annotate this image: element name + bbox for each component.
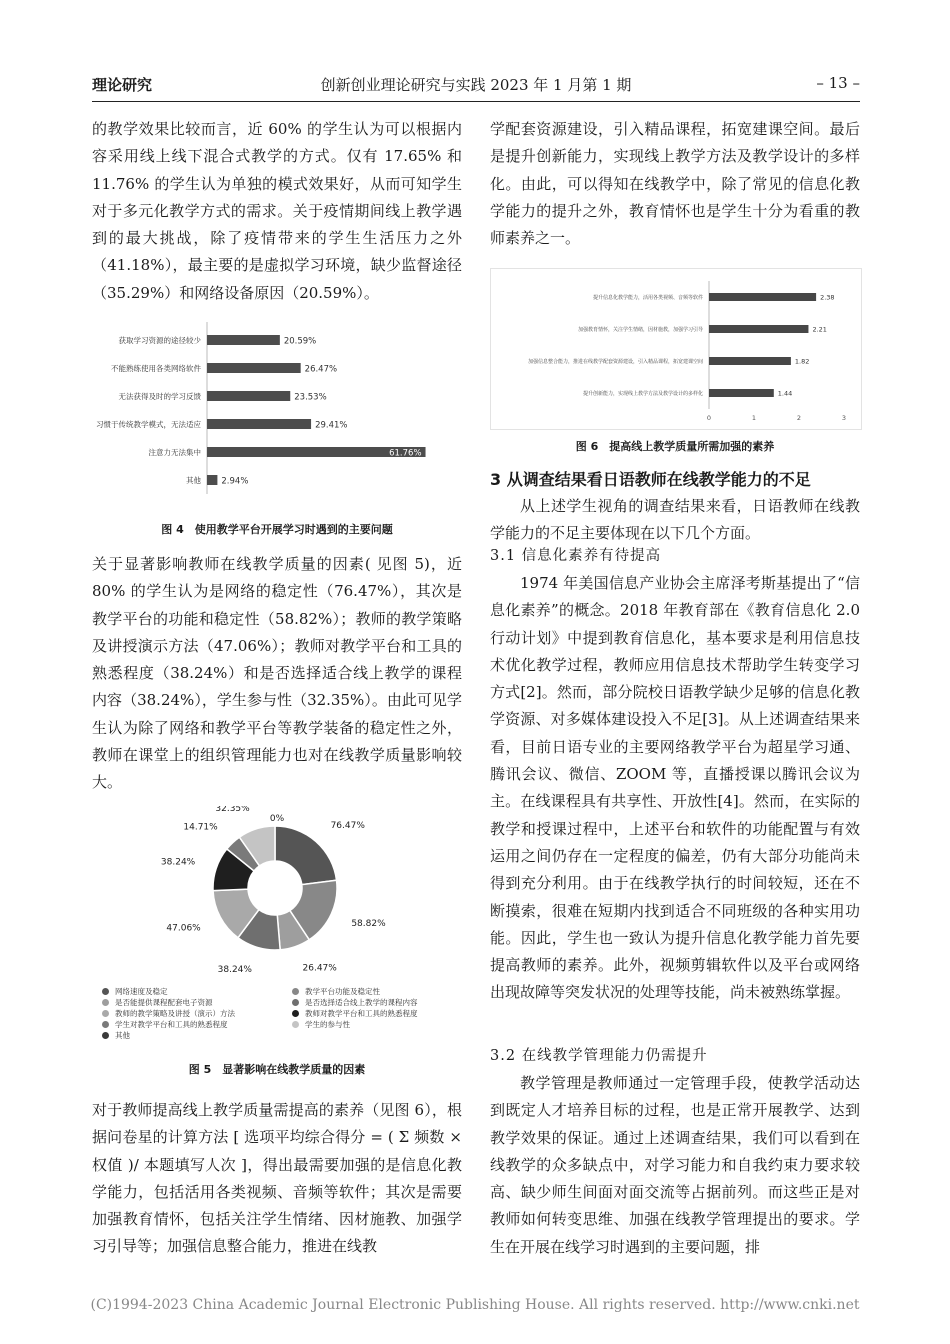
copyright-footer: (C)1994-2023 China Academic Journal Electronic Publishing House. All rights reserved. http://www.cnki.net — [90, 1297, 860, 1313]
fig5-slice-label: 38.24% — [160, 857, 196, 868]
fig5-legend-item — [102, 1019, 228, 1030]
fig4-category-label: 无法获得及时的学习反馈 — [118, 392, 201, 401]
legend-label: 学生对教学平台和工具的熟悉程度 — [115, 1020, 228, 1029]
fig5-slice-label: 58.82% — [351, 919, 386, 930]
figure-6 — [490, 268, 862, 430]
journal-title: 创新创业理论研究与实践 2023 年 1 月第 1 期 — [320, 76, 632, 94]
fig5-legend — [102, 986, 462, 1056]
fig6-category-label: 加强教育情怀，关注学生情绪，因材施教，加强学习引导 — [577, 327, 703, 333]
fig5-slice-label: 47.06% — [166, 923, 201, 934]
fig6-bar — [709, 325, 808, 333]
fig6-bar — [709, 293, 816, 301]
fig6-value-label: 1.44 — [777, 389, 793, 398]
fig4-category-label: 不能熟练使用各类网络软件 — [111, 364, 201, 373]
legend-label: 网络速度及稳定 — [115, 987, 168, 996]
fig4-value-label: 61.76% — [389, 448, 422, 459]
legend-swatch — [292, 988, 299, 995]
section-label: 理论研究 — [92, 76, 153, 94]
subsection-3-1-heading: 3.1 信息化素养有待提高 — [490, 548, 662, 564]
fig6-tick-label: 2 — [796, 414, 802, 422]
header-rule — [92, 101, 860, 102]
fig5-slice-label: 38.24% — [217, 964, 252, 975]
fig6-category-label: 提升创新能力，实现线上教学方法及教学设计的多样化 — [582, 391, 703, 397]
fig4-value-label: 29.41% — [315, 420, 348, 431]
fig6-value-label: 1.82 — [794, 357, 810, 366]
legend-swatch — [102, 1010, 109, 1017]
fig5-legend-item — [292, 997, 418, 1008]
fig6-value-label: 2.21 — [812, 325, 827, 334]
fig5-legend-item — [292, 1008, 418, 1019]
legend-swatch — [292, 999, 299, 1006]
legend-label: 其他 — [115, 1031, 130, 1040]
figure-5-caption: 图 5 显著影响在线教学质量的因素 — [188, 1063, 366, 1076]
legend-swatch — [102, 1021, 109, 1028]
figure-6-caption: 图 6 提高线上教学质量所需加强的素养 — [575, 440, 775, 453]
fig5-legend-item — [292, 1019, 350, 1030]
legend-swatch — [292, 1010, 299, 1017]
fig5-legend-item — [292, 986, 380, 997]
fig4-value-label: 2.94% — [221, 476, 249, 487]
legend-label: 教师对教学平台和工具的熟悉程度 — [305, 1009, 418, 1018]
left-paragraph-2: 关于显著影响教师在线教学质量的因素( 见图 5)，近 80% 的学生认为是网络的稳定性（76.47%），其次是教学平台的功能和稳定性（58.82%）；教师的教学策略及讲授演示方法（47.06%）；教师对教学平台和工具的熟悉程度（38.24%）和是否选择适合线上教学的课程内容（38.24%），学生参与性（32.35%）。由此可见学生认为除了网络和教学平台等教学装备的稳定性之外，教师在课堂上的组织管理能力也对在线教学质量影响较大。 — [92, 555, 462, 792]
fig4-bar — [207, 475, 217, 485]
fig4-bar-chart — [92, 318, 462, 498]
fig6-value-label: 2.38 — [820, 293, 835, 302]
fig4-category-label: 其他 — [186, 476, 201, 485]
fig4-category-label: 习惯于传统教学模式，无法适应 — [96, 420, 201, 429]
fig5-legend-item — [102, 997, 213, 1008]
figure-4-caption: 图 4 使用教学平台开展学习时遇到的主要问题 — [161, 523, 393, 536]
right-paragraph-2: 从上述学生视角的调查结果来看，日语教师在线教学能力的不足主要体现在以下几个方面。 — [490, 497, 860, 543]
fig6-tick-label: 0 — [706, 414, 712, 422]
legend-swatch — [102, 999, 109, 1006]
legend-label: 是否能提供课程配套电子资源 — [115, 998, 213, 1007]
left-paragraph-1: 的教学效果比较而言，近 60% 的学生认为可以根据内容采用线上线下混合式教学的方式。仅有 17.65% 和 11.76% 的学生认为单独的模式效果好，从而可知学生对于多元化教学方式的需求。关于疫情期间线上教学遇到的最大挑战，除了疫情带来的学生生活压力之外（41.18%），最主要的是虚拟学习环境，缺少监督途径（35.29%）和网络设备原因（20.59%）。 — [92, 120, 462, 302]
legend-swatch — [292, 1021, 299, 1028]
figure-4 — [92, 318, 462, 498]
fig6-bar — [709, 357, 791, 365]
legend-label: 是否选择适合线上教学的课程内容 — [305, 998, 418, 1007]
fig4-value-label: 20.59% — [283, 336, 317, 347]
fig5-slice-label: 0% — [269, 814, 285, 824]
legend-swatch — [102, 1032, 109, 1039]
fig5-legend-item — [102, 1008, 235, 1019]
fig5-slice-label: 14.71% — [183, 822, 218, 833]
right-paragraph-1: 学配套资源建设，引入精品课程，拓宽建课空间。最后是提升创新能力，实现线上教学方法及教学设计的多样化。由此，可以得知在线教学中，除了常见的信息化教学能力的提升之外，教育情怀也是学生十分为看重的教师素养之一。 — [490, 120, 860, 248]
right-paragraph-4: 教学管理是教师通过一定管理手段，使教学活动达到既定人才培养目标的过程，也是正常开展教学、达到教学效果的保证。通过上述调查结果，我们可以看到在线教学的众多缺点中，对学习能力和自我约束力要求较高、缺少师生间面对面交流等占据前列。而这些正是对教师如何转变思维、加强在线教学管理提出的要求。学生在开展在线学习时遇到的主要问题，排 — [490, 1074, 860, 1256]
fig4-value-label: 26.47% — [304, 364, 338, 375]
fig5-slice-label: 32.35% — [215, 806, 250, 814]
legend-label: 教学平台功能及稳定性 — [305, 987, 380, 996]
fig4-bar — [207, 363, 301, 373]
fig5-slice — [275, 826, 337, 885]
fig6-bar — [709, 389, 774, 397]
figure-5 — [92, 806, 462, 1056]
fig6-category-label: 提升信息化教学能力，活用各类视频、音频等软件 — [592, 295, 703, 301]
fig6-bar-chart — [491, 269, 861, 429]
fig5-slice-label: 26.47% — [302, 963, 337, 974]
fig4-bar — [207, 391, 290, 401]
fig6-tick-label: 3 — [841, 414, 847, 422]
legend-label: 学生的参与性 — [305, 1020, 350, 1029]
fig4-value-label: 23.53% — [294, 392, 327, 403]
fig5-donut-chart — [92, 806, 462, 986]
running-header — [92, 74, 860, 94]
fig5-legend-item — [102, 1030, 130, 1041]
left-paragraph-3: 对于教师提高线上教学质量需提高的素养（见图 6），根据问卷星的计算方法 [ 选项平均综合得分 = ( Σ 频数 × 权值 )/ 本题填写人次 ]，得出最需要加强的是信息化教学能力，包括活用各类视频、音频等软件；其次是需要加强教育情怀，包括关注学生情绪、因材施教、加强学习引导等；加强信息整合能力，推进在线教 — [92, 1101, 462, 1256]
legend-label: 教师的教学策略及讲授（演示）方法 — [115, 1009, 235, 1018]
fig5-legend-item — [102, 986, 168, 997]
fig6-tick-label: 1 — [751, 414, 757, 422]
fig4-category-label: 注意力无法集中 — [148, 448, 201, 457]
subsection-3-2-heading: 3.2 在线教学管理能力仍需提升 — [490, 1048, 708, 1064]
fig4-bar — [207, 419, 311, 429]
fig4-category-label: 获取学习资源的途径较少 — [118, 336, 201, 345]
section-3-heading: 3 从调查结果看日语教师在线教学能力的不足 — [490, 470, 811, 489]
right-paragraph-3: 1974 年美国信息产业协会主席泽考斯基提出了“信息化素养”的概念。2018 年教育部在《教育信息化 2.0 行动计划》中提到教育信息化，基本要求是利用信息技术优化教学过程，教师应用信息技术帮助学生转变学习方式[2]。然而，部分院校日语教学缺少足够的信息化教学资源、对多媒体建设投入不足[3]。从上述调查结果来看，目前日语专业的主要网络教学平台为超星学习通、腾讯会议、微信、ZOOM 等，直播授课以腾讯会议为主。在线课程具有共享性、开放性[4]。然而，在实际的教学和授课过程中，上述平台和软件的功能配置与有效运用之间仍存在一定程度的偏差，仍有大部分功能尚未得到充分利用。由于在线教学执行的时间较短，还在不断摸索，很难在短期内找到适合不同班级的各种实用功能。因此，学生也一致认为提升信息化教学能力首先要提高教师的素养。此外，视频剪辑软件以及平台或网络出现故障等突发状况的处理等技能，尚未被熟练掌握。 — [490, 574, 860, 1002]
fig5-slice-label: 76.47% — [330, 821, 365, 832]
fig6-category-label: 加强信息整合能力，推进在线教学配套资源建设，引入精品课程，拓宽建课空间 — [527, 359, 703, 365]
legend-swatch — [102, 988, 109, 995]
page-number: – 13 – — [816, 74, 860, 92]
fig4-bar — [207, 335, 280, 345]
